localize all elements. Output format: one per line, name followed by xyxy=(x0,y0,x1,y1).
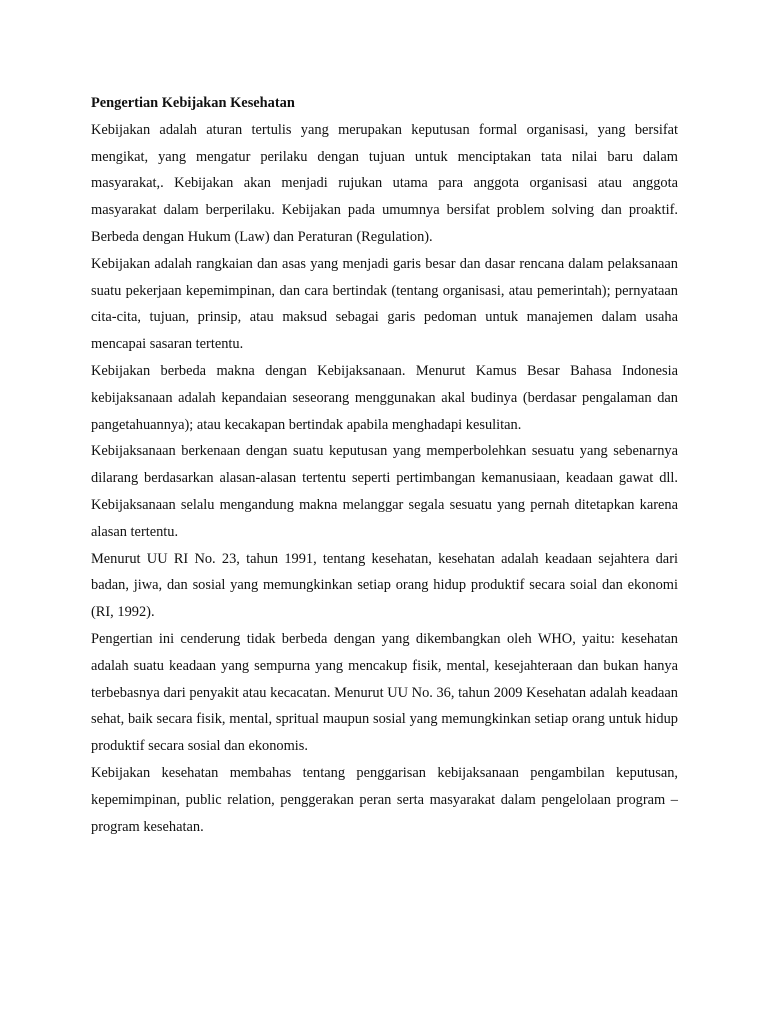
document-page xyxy=(91,90,678,840)
paragraph-kebijakan-definition: Kebijakan adalah aturan tertulis yang merupakan keputusan formal organisasi, yang bersifat mengikat, yang mengatur perilaku dengan tujuan untuk menciptakan tata nilai baru dalam masyarakat,. Kebijakan akan menjadi rujukan utama para anggota organisasi atau anggota masyarakat dalam berperilaku. Kebijakan pada umumnya bersifat problem solving dan proaktif. Berbeda dengan Hukum (Law) dan Peraturan (Regulation). xyxy=(91,121,678,245)
paragraph-uu-1991: Menurut UU RI No. 23, tahun 1991, tentang kesehatan, kesehatan adalah keadaan sejahtera dari badan, jiwa, dan sosial yang memungkinkan setiap orang hidup produktif secara soial dan ekonomi (RI, 1992). xyxy=(91,550,678,621)
paragraph-kebijakan-rangkaian: Kebijakan adalah rangkaian dan asas yang menjadi garis besar dan dasar rencana dalam pelaksanaan suatu pekerjaan kepemimpinan, dan cara bertindak (tentang organisasi, atau pemerintah); pernyataan cita-cita, tujuan, prinsip, atau maksud sebagai garis pedoman untuk manajemen dalam usaha mencapai sasaran tertentu. xyxy=(91,255,678,353)
paragraph-kebijaksanaan-keputusan: Kebijaksanaan berkenaan dengan suatu keputusan yang memperbolehkan sesuatu yang sebenarnya dilarang berdasarkan alasan-alasan tertentu seperti pertimbangan kemanusiaan, keadaan gawat dll. Kebijaksanaan selalu mengandung makna melanggar segala sesuatu yang pernah ditetapkan karena alasan tertentu. xyxy=(91,443,678,540)
document-title: Pengertian Kebijakan Kesehatan xyxy=(91,95,295,111)
paragraph-kebijakan-kesehatan: Kebijakan kesehatan membahas tentang penggarisan kebijaksanaan pengambilan keputusan, kepemimpinan, public relation, penggerakan peran serta masyarakat dalam pengelolaan program – program kesehatan. xyxy=(91,764,678,835)
paragraph-who-definition: Pengertian ini cenderung tidak berbeda dengan yang dikembangkan oleh WHO, yaitu: kesehatan adalah suatu keadaan yang sempurna yang mencakup fisik, mental, kesejahteraan dan bukan hanya terbebasnya dari penyakit atau kecacatan. Menurut UU No. 36, tahun 2009 Kesehatan adalah keadaan sehat, baik secara fisik, mental, spritual maupun sosial yang memungkinkan setiap orang untuk hidup produktif secara sosial dan ekonomis. xyxy=(91,630,678,755)
paragraph-kebijaksanaan-definition: Kebijakan berbeda makna dengan Kebijaksanaan. Menurut Kamus Besar Bahasa Indonesia kebijaksanaan adalah kepandaian seseorang menggunakan akal budinya (berdasar pengalaman dan pangetahuannya); atau kecakapan bertindak apabila menghadapi kesulitan. xyxy=(91,362,678,433)
